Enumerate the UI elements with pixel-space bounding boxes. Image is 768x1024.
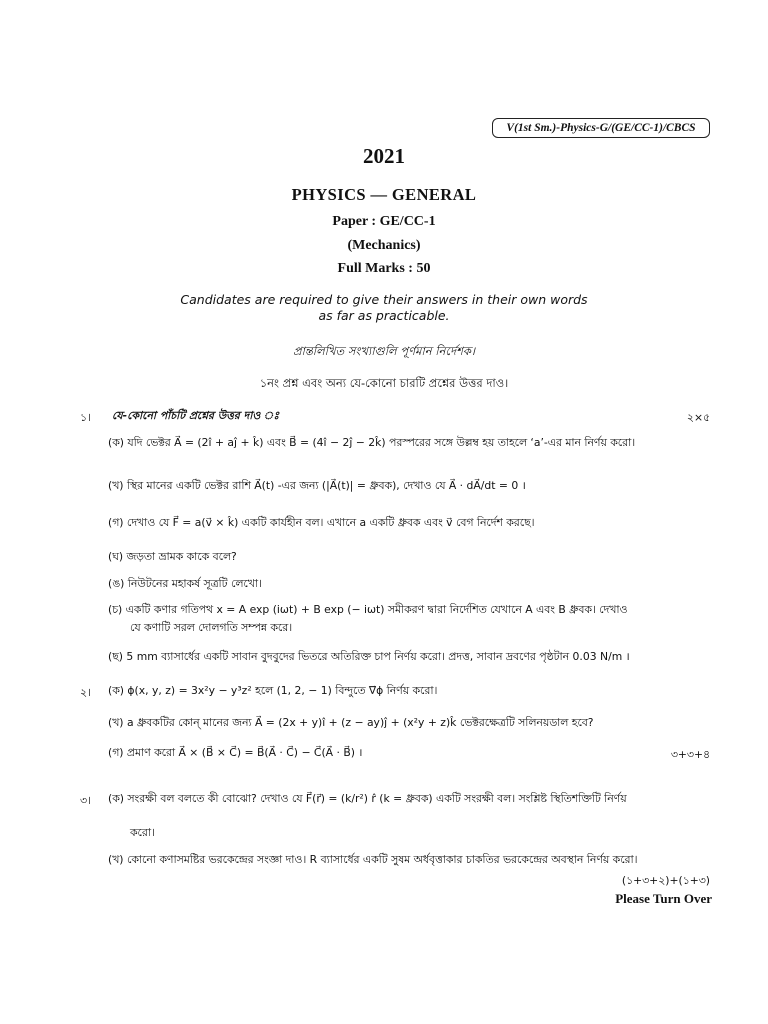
q3-part-ka: (ক) সংরক্ষী বল বলতে কী বোঝো? দেখাও যে F⃗(r⃗) = (k/r²) r̂ (k = ধ্রুবক) একটি সংরক্ষী বল। সংশ্লিষ্ট স্থিতিশক্তিটি নির্ণয়	[108, 792, 627, 805]
instruction-line-1: Candidates are required to give their answers in their own words	[180, 292, 588, 307]
paper-topic: (Mechanics)	[347, 238, 421, 253]
q1-part-gha: (ঘ) জড়তা ভ্রামক কাকে বলে?	[108, 550, 237, 563]
q1-part-ga: (গ) দেখাও যে F⃗ = a(v⃗ × k̂) একটি কার্যহীন বল। এখানে a একটি ধ্রুবক এবং v⃗ বেগ নির্দেশ করছে।	[108, 516, 535, 529]
q1-marks: ২×৫	[686, 411, 710, 424]
q3-number: ৩।	[80, 794, 92, 807]
q3-part-ka-cont: করো।	[130, 826, 155, 839]
q3-part-kha: (খ) কোনো কণাসমষ্টির ভরকেন্দ্রের সংজ্ঞা দাও। R ব্যাসার্ধের একটি সুষম অর্ধবৃত্তাকার চাকতির ভরকেন্দ্রের অবস্থান নির্ণয় করো।	[108, 853, 638, 866]
marks-note-bengali: প্রান্তলিখিত সংখ্যাগুলি পূর্ণমান নির্দেশক।	[292, 344, 476, 358]
q1-number: ১।	[80, 411, 92, 424]
instruction-line-2: as far as practicable.	[318, 308, 450, 323]
q2-part-ka: (ক) ϕ(x, y, z) = 3x²y − y³z² হলে (1, 2, − 1) বিন্দুতে ∇⃗ϕ নির্ণয় করো।	[108, 684, 438, 697]
full-marks: Full Marks : 50	[337, 261, 431, 276]
q1-part-ka: (ক) যদি ভেক্টর A⃗ = (2î + aĵ + k̂) এবং B⃗ = (4î − 2ĵ − 2k̂) পরস্পরের সঙ্গে উল্লম্ব হয় তাহলে ‘a’-এর মান নির্ণয় করো।	[108, 436, 636, 449]
q2-part-kha: (খ) a ধ্রুবকটির কোন্‌ মানের জন্য A⃗ = (2x + y)î + (z − ay)ĵ + (x²y + z)k̂ ভেক্টরক্ষেত্রটি সলিনয়ডাল হবে?	[108, 716, 594, 729]
exam-year: 2021	[363, 144, 405, 168]
q1-part-uma: (ঙ) নিউটনের মহাকর্ষ সূত্রটি লেখো।	[108, 577, 262, 590]
answer-instruction-bengali: ১নং প্রশ্ন এবং অন্য যে-কোনো চারটি প্রশ্নের উত্তর দাও।	[259, 376, 509, 390]
q1-part-cha: (চ) একটি কণার গতিপথ x = A exp (iωt) + B exp (− iωt) সমীকরণ দ্বারা নির্দেশিত যেখানে A এবং B ধ্রুবক। দেখাও	[108, 603, 628, 616]
q1-part-kha: (খ) স্থির মানের একটি ভেক্টর রাশি A⃗(t) -এর জন্য (|A⃗(t)| = ধ্রুবক), দেখাও যে A⃗ · dA⃗/dt = 0 ।	[108, 479, 526, 492]
paper-code: Paper : GE/CC-1	[332, 214, 436, 229]
q1-part-cha-cont: যে কণাটি সরল দোলগতি সম্পন্ন করে।	[130, 621, 293, 634]
q1-part-chha: (ছ) 5 mm ব্যাসার্ধের একটি সাবান বুদবুদের ভিতরে অতিরিক্ত চাপ নির্ণয় করো। প্রদত্ত, সাবান দ্রবণের পৃষ্ঠটান 0.03 N/m ।	[108, 650, 630, 663]
subject-title: PHYSICS — GENERAL	[291, 185, 477, 204]
q2-number: ২।	[80, 686, 92, 699]
please-turn-over: Please Turn Over	[615, 891, 712, 906]
q2-part-ga: (গ) প্রমাণ করো A⃗ × (B⃗ × C⃗) = B⃗(A⃗ · C⃗) − C⃗(A⃗ · B⃗) ।	[108, 746, 363, 759]
q2-marks: ৩+৩+৪	[670, 748, 710, 761]
q1-heading: যে-কোনো পাঁচটি প্রশ্নের উত্তর দাও ঃ	[112, 409, 280, 422]
q3-marks: (১+৩+২)+(১+৩)	[621, 874, 710, 887]
instructions	[0, 292, 768, 324]
paper-code-box: V(1st Sm.)-Physics-G/(GE/CC-1)/CBCS	[492, 118, 710, 138]
